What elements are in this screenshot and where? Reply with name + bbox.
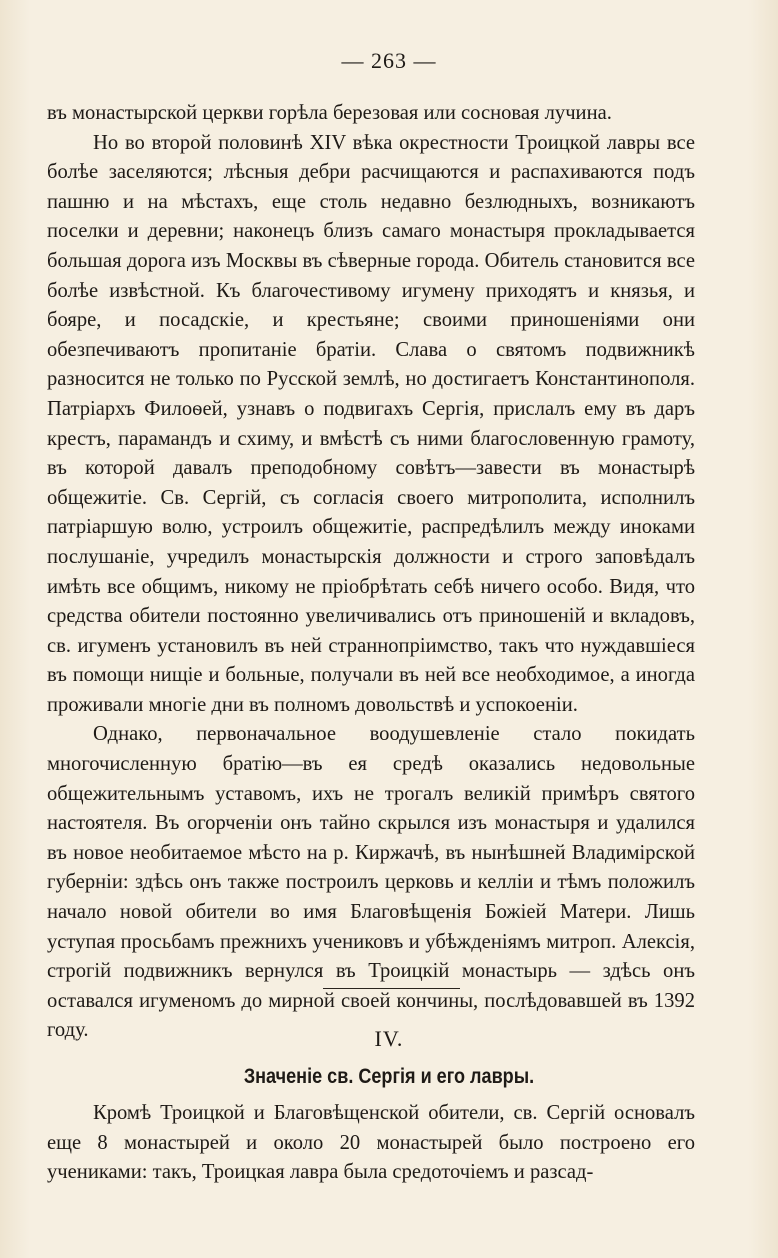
paragraph-kirzhach: Однако, первоначальное воодушевленіе стало покидать многочисленную братію—въ ея средѣ оказались недовольные общежительнымъ уставомъ, ихъ не трогалъ великій примѣръ святого настоятеля. Въ огорченіи онъ тайно скрылся изъ монастыря и удалился въ новое необитаемое мѣсто на р. Киржачѣ, въ нынѣшней Владимірской губерніи: здѣсь онъ также построилъ церковь и келліи и тѣмъ положилъ начало новой обители во имя Благовѣщенія Божіей Матери. Лишь уступая просьбамъ прежнихъ учениковъ и убѣжденіямъ митроп. Алексія, строгій подвижникъ вернулся въ Троицкій монастырь — здѣсь онъ оставался игуменомъ до мирной своей кончины, послѣдовавшей въ 1392 году. (47, 723, 695, 1042)
final-text-block (47, 1099, 695, 1188)
paragraph-monasteries: Кромѣ Троицкой и Благовѣщенской обители, св. Сергій основалъ еще 8 монастырей и около 20 монастырей было построено его учениками: такъ, Троицкая лавра была средоточіемъ и разсад- (47, 1102, 695, 1184)
section-divider (323, 988, 460, 989)
paragraph-trinity-lavra: Но во второй половинѣ XIV вѣка окрестности Троицкой лавры все болѣе заселяются; лѣсныя дебри расчищаются и распахиваются подъ пашню и на мѣстахъ, еще столь недавно безлюдныхъ, возникаютъ поселки и деревни; наконецъ близъ самаго монастыря прокладывается большая дорога изъ Москвы въ сѣверные города. Обитель становится все болѣе извѣстной. Къ благочестивому игумену приходятъ и князья, и бояре, и посадскіе, и крестьяне; своими приношеніями они обезпечиваютъ пропитаніе братіи. Слава о святомъ подвижникѣ разносится не только по Русской землѣ, но достигаетъ Константинополя. Патріархъ Филоѳей, узнавъ о подвигахъ Сергія, прислалъ ему въ даръ крестъ, парамандъ и схиму, и вмѣстѣ съ ними благословенную грамоту, въ которой давалъ преподобному совѣтъ—завести въ монастырѣ общежитіе. Св. Сергій, съ согласія своего митрополита, исполнилъ патріаршую волю, устроилъ общежитіе, распредѣлилъ между иноками послушаніе, учредилъ монастырскія должности и строго заповѣдалъ имѣть все общимъ, никому не пріобрѣтать себѣ ничего особо. Видя, что средства обители постоянно увеличивались отъ приношеній и вкладовъ, св. игуменъ установилъ въ ней страннопріимство, такъ что нуждавшіеся въ помощи нищіе и больные, получали въ ней все необходимое, а иногда проживали многіе дни въ полномъ довольствѣ и успокоеніи. (47, 131, 695, 716)
section-heading: Значеніе св. Сергія и его лавры. (243, 1065, 535, 1088)
chapter-number: IV. (374, 1026, 404, 1051)
page-number: — 263 — (341, 48, 437, 73)
main-text-block (47, 99, 695, 1046)
paragraph-continuation: въ монастырской церкви горѣла березовая или сосновая лучина. (47, 102, 612, 124)
